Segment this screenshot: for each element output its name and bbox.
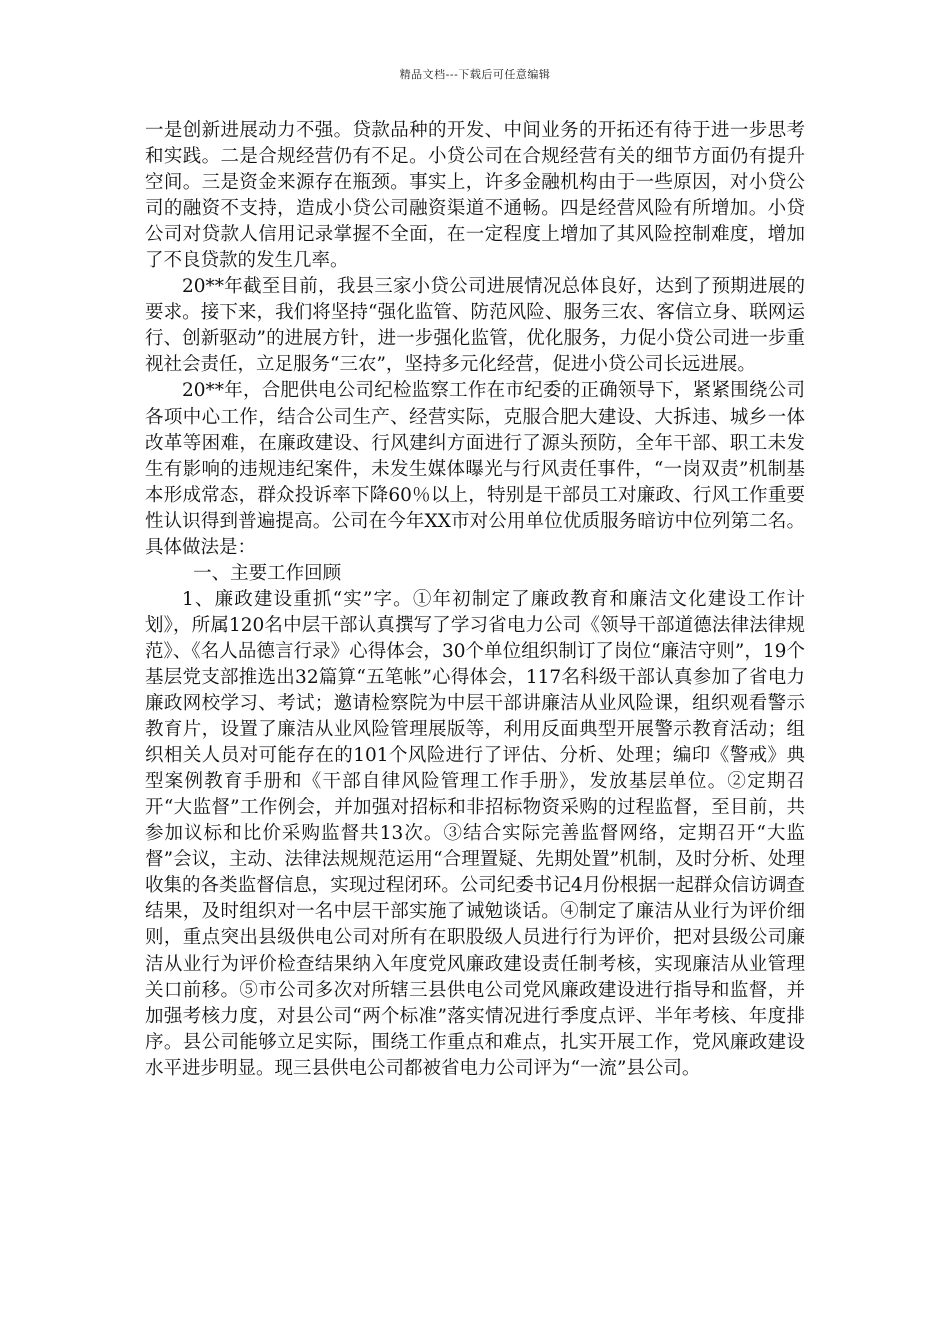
paragraph-outlook: 20**年截至目前，我县三家小贷公司进展情况总体良好，达到了预期进展的要求。接下来，我们将坚持“强化监管、防范风险、服务三农、客信立身、联网运行、创新驱动”的进展方针，进一步强化监管，优化服务，力促小贷公司进一步重视社会责任，立足服务“三农”，坚持多元化经营，促进小贷公司长远进展。 — [145, 276, 805, 376]
document-body — [145, 118, 805, 1082]
section-heading: 一、主要工作回顾 — [193, 562, 342, 584]
paragraph-risks: 一是创新进展动力不强。贷款品种的开发、中间业务的开拓还有待于进一步思考和实践。二是合规经营仍有不足。小贷公司在合规经营有关的细节方面仍有提升空间。三是资金来源存在瓶颈。事实上，许多金融机构由于一些原因，对小贷公司的融资不支持，造成小贷公司融资渠道不通畅。四是经营风险有所增加。小贷公司对贷款人信用记录掌握不全面，在一定程度上增加了其风险控制难度，增加了不良贷款的发生几率。 — [145, 120, 805, 272]
paragraph-integrity-work: 1、廉政建设重抓“实”字。①年初制定了廉政教育和廉洁文化建设工作计划》，所属120名中层干部认真撰写了学习省电力公司《领导干部道德法律法律规范》、《名人品德言行录》心得体会，30个单位组织制订了岗位“廉洁守则”，19个基层党支部推选出32篇算“五笔帐”心得体会，117名科级干部认真参加了省电力廉政网校学习、考试；邀请检察院为中层干部讲廉洁从业风险课，组织观看警示教育片，设置了廉洁从业风险管理展版等，利用反面典型开展警示教育活动；组织相关人员对可能存在的101个风险进行了评估、分析、处理；编印《警戒》典型案例教育手册和《干部自律风险管理工作手册》，发放基层单位。②定期召开“大监督”工作例会，并加强对招标和非招标物资采购的过程监督，至目前，共参加议标和比价采购监督共13次。③结合实际完善监督网络，定期召开“大监督”会议，主动、法律法规规范运用“合理置疑、先期处置”机制，及时分析、处理收集的各类监督信息，实现过程闭环。公司纪委书记4月份根据一起群众信访调查结果，及时组织对一名中层干部实施了诫勉谈话。④制定了廉洁从业行为评价细则，重点突出县级供电公司对所有在职股级人员进行行为评价，把对县级公司廉洁从业行为评价检查结果纳入年度党风廉政建设责任制考核，实现廉洁从业管理关口前移。⑤市公司多次对所辖三县供电公司党风廉政建设进行指导和监督，并加强考核力度，对县公司“两个标准”落实情况进行季度点评、半年考核、年度排序。县公司能够立足实际，围绕工作重点和难点，扎实开展工作，党风廉政建设水平进步明显。现三县供电公司都被省电力公司评为“一流”县公司。 — [145, 588, 805, 1079]
paragraph-hefei-overview: 20**年，合肥供电公司纪检监察工作在市纪委的正确领导下，紧紧围绕公司各项中心工作，结合公司生产、经营实际，克服合肥大建设、大拆违、城乡一体改革等困难，在廉政建设、行风建纠方面进行了源头预防，全年干部、职工未发生有影响的违规违纪案件，未发生媒体曝光与行风责任事件，“一岗双责”机制基本形成常态，群众投诉率下降60％以上，特别是干部员工对廉政、行风工作重要性认识得到普遍提高。公司在今年XX市对公用单位优质服务暗访中位列第二名。具体做法是： — [145, 380, 805, 558]
page-header-note: 精品文档---下载后可任意编辑 — [399, 68, 551, 81]
